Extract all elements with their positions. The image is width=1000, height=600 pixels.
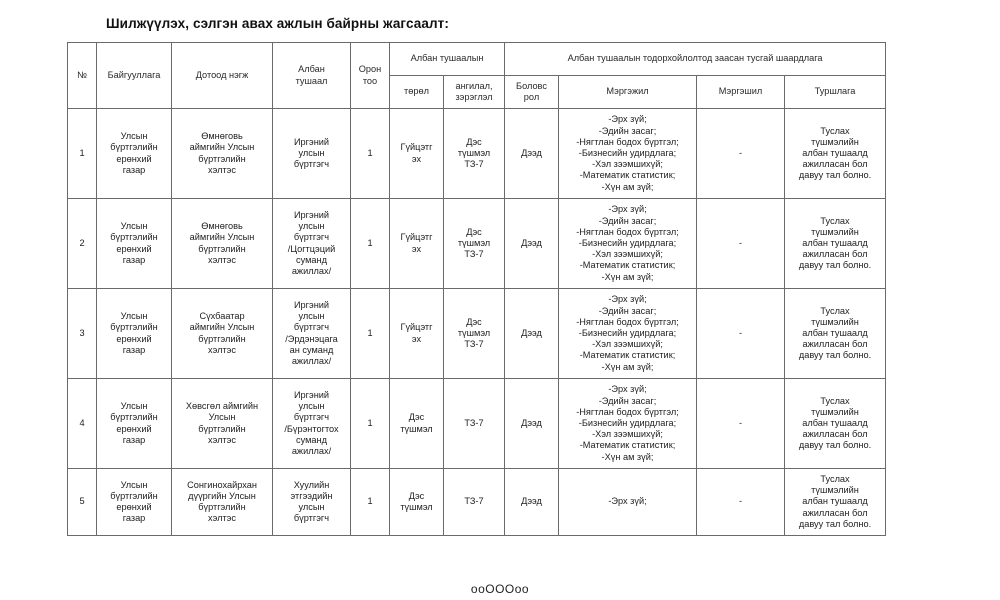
cell-profession: -Эрх зүй; -Эдийн засаг; -Нягтлан бодох бүртгэл; -Бизнесийн удирдлага; -Хэл зээмшихүй; -Математик статистик; -Хүн ам зүй; <box>559 379 697 469</box>
table-row <box>68 469 886 536</box>
cell-organization: Улсын бүртгэлийн ерөнхий газар <box>97 469 172 536</box>
cell-class-rank: ТЗ-7 <box>444 379 505 469</box>
cell-type: Гүйцэтг эх <box>390 199 444 289</box>
header-education: Боловс рол <box>505 76 559 109</box>
header-unit: Дотоод нэгж <box>172 43 273 109</box>
header-no: № <box>68 43 97 109</box>
cell-type: Гүйцэтг эх <box>390 109 444 199</box>
cell-unit: Сүхбаатар аймгийн Улсын бүртгэлийн хэлтэс <box>172 289 273 379</box>
cell-organization: Улсын бүртгэлийн ерөнхий газар <box>97 199 172 289</box>
table-row <box>68 289 886 379</box>
header-type: төрөл <box>390 76 444 109</box>
cell-skill: - <box>697 109 785 199</box>
cell-profession: -Эрх зүй; <box>559 469 697 536</box>
table-row <box>68 109 886 199</box>
cell-experience: Туслах түшмэлийн албан тушаалд ажилласан бол давуу тал болно. <box>785 289 886 379</box>
cell-position: Хуулийн этгээдийн улсын бүртгэгч <box>273 469 351 536</box>
cell-experience: Туслах түшмэлийн албан тушаалд ажилласан бол давуу тал болно. <box>785 109 886 199</box>
cell-education: Дээд <box>505 469 559 536</box>
table-row <box>68 379 886 469</box>
header-class-rank: ангилал, зэрэглэл <box>444 76 505 109</box>
cell-profession: -Эрх зүй; -Эдийн засаг; -Нягтлан бодох бүртгэл; -Бизнесийн удирдлага; -Хэл зээмшихүй; -Математик статистик; -Хүн ам зүй; <box>559 199 697 289</box>
cell-position: Иргэний улсын бүртгэгч <box>273 109 351 199</box>
cell-seats: 1 <box>351 289 390 379</box>
cell-education: Дээд <box>505 199 559 289</box>
cell-position: Иргэний улсын бүртгэгч /Цогтцэций суманд ажиллах/ <box>273 199 351 289</box>
page-title: Шилжүүлэх, сэлгэн авах ажлын байрны жагсаалт: <box>106 16 449 31</box>
cell-class-rank: ТЗ-7 <box>444 469 505 536</box>
cell-education: Дээд <box>505 109 559 199</box>
cell-position: Иргэний улсын бүртгэгч /Эрдэнэцага ан суманд ажиллах/ <box>273 289 351 379</box>
cell-skill: - <box>697 199 785 289</box>
cell-skill: - <box>697 469 785 536</box>
cell-type: Гүйцэтг эх <box>390 289 444 379</box>
table-row <box>68 199 886 289</box>
cell-unit: Сонгинохайрхан дүүргийн Улсын бүртгэлийн хэлтэс <box>172 469 273 536</box>
header-organization: Байгууллага <box>97 43 172 109</box>
cell-no: 5 <box>68 469 97 536</box>
cell-experience: Туслах түшмэлийн албан тушаалд ажилласан бол давуу тал болно. <box>785 199 886 289</box>
cell-unit: Өмнөговь аймгийн Улсын бүртгэлийн хэлтэс <box>172 109 273 199</box>
header-skill: Мэргэшил <box>697 76 785 109</box>
cell-organization: Улсын бүртгэлийн ерөнхий газар <box>97 109 172 199</box>
header-requirements-group: Албан тушаалын тодорхойлолтод заасан тусгай шаардлага <box>505 43 886 76</box>
cell-seats: 1 <box>351 199 390 289</box>
cell-no: 4 <box>68 379 97 469</box>
cell-position: Иргэний улсын бүртгэгч /Бүрэнтогтох суманд ажиллах/ <box>273 379 351 469</box>
cell-type: Дэс түшмэл <box>390 469 444 536</box>
header-experience: Туршлага <box>785 76 886 109</box>
cell-seats: 1 <box>351 379 390 469</box>
cell-class-rank: Дэс түшмэл ТЗ-7 <box>444 199 505 289</box>
cell-class-rank: Дэс түшмэл ТЗ-7 <box>444 109 505 199</box>
cell-seats: 1 <box>351 109 390 199</box>
header-position: Албан тушаал <box>273 43 351 109</box>
cell-class-rank: Дэс түшмэл ТЗ-7 <box>444 289 505 379</box>
cell-no: 3 <box>68 289 97 379</box>
cell-type: Дэс түшмэл <box>390 379 444 469</box>
cell-no: 2 <box>68 199 97 289</box>
cell-profession: -Эрх зүй; -Эдийн засаг; -Нягтлан бодох бүртгэл; -Бизнесийн удирдлага; -Хэл зээмшихүй; -Математик статистик; -Хүн ам зүй; <box>559 289 697 379</box>
cell-no: 1 <box>68 109 97 199</box>
cell-unit: Хөвсгөл аймгийн Улсын бүртгэлийн хэлтэс <box>172 379 273 469</box>
cell-skill: - <box>697 379 785 469</box>
cell-profession: -Эрх зүй; -Эдийн засаг; -Нягтлан бодох бүртгэл; -Бизнесийн удирдлага; -Хэл зээмшихүй; -Математик статистик; -Хүн ам зүй; <box>559 109 697 199</box>
cell-education: Дээд <box>505 379 559 469</box>
cell-organization: Улсын бүртгэлийн ерөнхий газар <box>97 379 172 469</box>
cell-experience: Туслах түшмэлийн албан тушаалд ажилласан бол давуу тал болно. <box>785 469 886 536</box>
cell-skill: - <box>697 289 785 379</box>
header-profession: Мэргэжил <box>559 76 697 109</box>
cell-unit: Өмнөговь аймгийн Улсын бүртгэлийн хэлтэс <box>172 199 273 289</box>
header-position-group: Албан тушаалын <box>390 43 505 76</box>
cell-organization: Улсын бүртгэлийн ерөнхий газар <box>97 289 172 379</box>
end-of-document-mark: ooOOOoo <box>470 582 530 596</box>
vacancy-table <box>67 42 886 536</box>
cell-education: Дээд <box>505 289 559 379</box>
header-seats: Орон тоо <box>351 43 390 109</box>
cell-experience: Туслах түшмэлийн албан тушаалд ажилласан бол давуу тал болно. <box>785 379 886 469</box>
cell-seats: 1 <box>351 469 390 536</box>
